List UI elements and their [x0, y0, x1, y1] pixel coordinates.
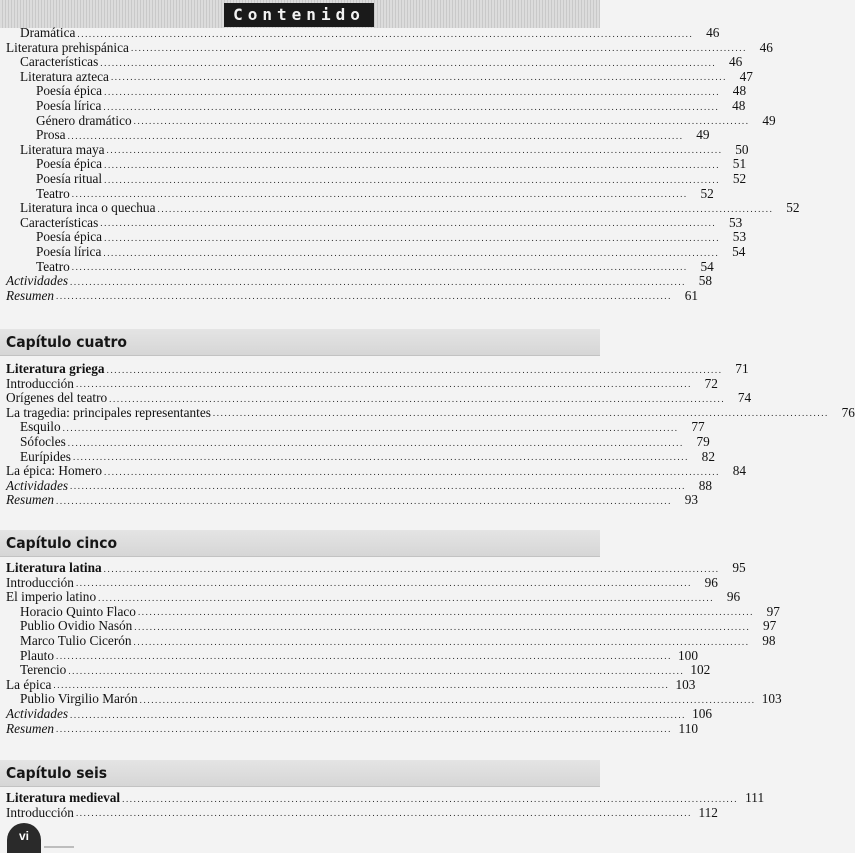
toc-entry-title: Literatura prehispánica	[6, 39, 129, 55]
toc-entry-title: Marco Tulio Cicerón	[20, 633, 132, 648]
toc-entry-title: Publio Virgilio Marón	[20, 691, 138, 707]
toc-entry[interactable]	[6, 404, 855, 421]
dot-leader: ................................................................................................................................................................	[103, 101, 720, 112]
toc-entry[interactable]	[6, 141, 749, 158]
toc-entry[interactable]	[6, 492, 698, 508]
dot-leader: ................................................................................................................................................................	[104, 86, 721, 97]
dot-leader: ................................................................................................................................................................	[106, 364, 723, 375]
toc-entry-page: 71	[735, 361, 749, 376]
dot-leader: ................................................................................................................................................................	[77, 28, 694, 39]
toc-entry[interactable]	[6, 603, 780, 620]
dot-leader: ................................................................................................................................................................	[75, 379, 692, 390]
toc-entry-page: 58	[698, 273, 713, 289]
toc-entry-title: Actividades	[6, 477, 69, 493]
toc-entry-page: 76	[841, 404, 855, 420]
toc-entry-title: Poesía épica	[36, 156, 103, 172]
toc-entry-page: 61	[684, 287, 698, 303]
toc-entry[interactable]	[6, 647, 698, 664]
dot-leader: ................................................................................................................................................................	[75, 578, 692, 589]
toc-entry[interactable]	[6, 706, 713, 722]
footer-rule	[44, 846, 74, 848]
toc-entry-title: Poesía lírica	[36, 244, 102, 259]
toc-entry-title: Resumen	[6, 492, 54, 508]
toc-entry-page: 82	[701, 448, 715, 464]
toc-entry-page: 97	[766, 603, 780, 619]
toc-entry-page: 49	[762, 112, 776, 128]
toc-entry-title: Poesía épica	[36, 83, 103, 99]
toc-entry-page: 88	[698, 477, 713, 493]
toc-entry-title: Resumen	[6, 720, 54, 736]
toc-entry-page: 72	[704, 375, 718, 391]
toc-entry-page: 48	[732, 98, 746, 113]
toc-entry-title: Literatura azteca	[20, 68, 109, 84]
dot-leader: ................................................................................................................................................................	[53, 680, 670, 691]
dot-leader: ................................................................................................................................................................	[122, 793, 739, 804]
dot-leader: ................................................................................................................................................................	[212, 408, 829, 419]
toc-entry-page: 96	[726, 589, 741, 605]
toc-entry-title: Actividades	[6, 706, 69, 721]
dot-leader: ................................................................................................................................................................	[130, 43, 747, 54]
dot-leader: ................................................................................................................................................................	[68, 665, 685, 676]
toc-entry-page: 98	[762, 633, 776, 648]
toc-entry-page: 95	[732, 560, 746, 575]
toc-entry-page: 79	[696, 434, 710, 449]
toc-entry-title: Resumen	[6, 287, 54, 303]
dot-leader: ................................................................................................................................................................	[67, 130, 684, 141]
toc-entry-page: 110	[678, 720, 698, 736]
dot-leader: ................................................................................................................................................................	[100, 57, 717, 68]
dot-leader: ................................................................................................................................................................	[133, 116, 750, 127]
toc-entry-title: Literatura latina	[6, 560, 102, 575]
toc-entry-page: 52	[732, 171, 747, 186]
toc-entry-title: Características	[20, 214, 99, 230]
toc-entry[interactable]	[6, 112, 776, 129]
toc-entry[interactable]	[6, 68, 753, 85]
toc-entry-title: Poesía lírica	[36, 98, 102, 113]
toc-entry[interactable]	[6, 574, 718, 591]
toc-entry[interactable]	[6, 258, 714, 275]
toc-entry[interactable]	[6, 419, 705, 435]
dot-leader: ................................................................................................................................................................	[72, 452, 689, 463]
toc-entry-title: Publio Ovidio Nasón	[20, 618, 133, 634]
dot-leader: ................................................................................................................................................................	[67, 437, 684, 448]
dot-leader: ................................................................................................................................................................	[104, 232, 721, 243]
toc-entry-title: Actividades	[6, 273, 69, 289]
chapter-heading: Capítulo cuatro	[6, 333, 127, 351]
toc-entry[interactable]	[6, 618, 777, 634]
toc-entry[interactable]	[6, 156, 747, 172]
toc-entry-title: Esquilo	[20, 419, 61, 435]
toc-entry-page: 49	[696, 127, 710, 143]
toc-entry-page: 54	[732, 244, 746, 259]
toc-entry-title: Introducción	[6, 574, 74, 590]
toc-entry-page: 53	[728, 214, 743, 230]
dot-leader: ................................................................................................................................................................	[71, 262, 688, 273]
toc-entry-page: 52	[786, 200, 800, 216]
dot-leader: ................................................................................................................................................................	[70, 709, 687, 720]
toc-entry-page: 97	[763, 618, 777, 634]
toc-entry-page: 50	[735, 141, 749, 157]
toc-entry[interactable]	[6, 463, 746, 479]
toc-entry[interactable]	[6, 214, 743, 231]
toc-entry[interactable]	[6, 287, 698, 304]
dot-leader: ................................................................................................................................................................	[55, 651, 672, 662]
toc-entry-title: Dramática	[20, 25, 76, 40]
toc-entry[interactable]	[6, 54, 743, 70]
toc-entry[interactable]	[6, 390, 752, 406]
dot-leader: ................................................................................................................................................................	[56, 495, 672, 506]
chapter-heading: Capítulo seis	[6, 764, 108, 782]
toc-entry[interactable]	[6, 691, 782, 707]
toc-entry-title: La épica	[6, 676, 52, 692]
toc-entry[interactable]	[6, 375, 718, 392]
toc-entry-title: Género dramático	[36, 112, 132, 128]
toc-entry[interactable]	[6, 244, 746, 260]
dot-leader: ................................................................................................................................................................	[56, 291, 672, 302]
toc-entry-title: Poesía ritual	[36, 171, 103, 186]
toc-entry-title: Introducción	[6, 375, 74, 391]
toc-entry-title: Poesía épica	[36, 229, 103, 245]
dot-leader: ................................................................................................................................................................	[104, 466, 720, 477]
toc-entry[interactable]	[6, 589, 741, 605]
toc-entry-title: Introducción	[6, 804, 74, 820]
toc-entry[interactable]	[6, 25, 720, 41]
dot-leader: ................................................................................................................................................................	[75, 808, 692, 819]
toc-entry-page: 106	[692, 706, 713, 721]
toc-entry-title: Terencio	[20, 662, 67, 678]
toc-entry-title: Sófocles	[20, 434, 66, 449]
dot-leader: ................................................................................................................................................................	[104, 159, 721, 170]
toc-entry-page: 96	[704, 574, 718, 590]
toc-entry-title: Literatura maya	[20, 141, 105, 157]
toc-entry-page: 100	[678, 647, 698, 663]
toc-entry-page: 53	[732, 229, 747, 245]
chapter-heading: Capítulo cinco	[6, 534, 118, 552]
toc-entry-title: Orígenes del teatro	[6, 390, 108, 406]
toc-entry-page: 48	[732, 83, 747, 99]
toc-entry[interactable]	[6, 804, 718, 821]
toc-entry-page: 46	[728, 54, 743, 70]
toc-entry-page: 51	[732, 156, 747, 172]
dot-leader: ................................................................................................................................................................	[103, 247, 720, 258]
toc-entry-title: Teatro	[36, 258, 70, 274]
dot-leader: ................................................................................................................................................................	[109, 393, 726, 404]
toc-entry-page: 74	[737, 390, 752, 406]
toc-entry-page: 77	[691, 419, 705, 435]
toc-entry[interactable]	[6, 127, 710, 143]
toc-entry[interactable]	[6, 790, 765, 806]
toc-entry-page: 102	[690, 662, 711, 678]
dot-leader: ................................................................................................................................................................	[104, 174, 721, 185]
dot-leader: ................................................................................................................................................................	[56, 724, 672, 735]
dot-leader: ................................................................................................................................................................	[133, 636, 750, 647]
toc-entry[interactable]	[6, 83, 747, 99]
toc-entry-page: 46	[706, 25, 720, 40]
toc-entry-title: El imperio latino	[6, 589, 97, 605]
dot-leader: ................................................................................................................................................................	[62, 422, 679, 433]
toc-entry-page: 93	[684, 492, 698, 508]
toc-entry-page: 52	[700, 185, 714, 201]
toc-entry-title: Literatura griega	[6, 361, 105, 376]
toc-entry[interactable]	[6, 171, 747, 187]
dot-leader: ................................................................................................................................................................	[98, 592, 715, 603]
dot-leader: ................................................................................................................................................................	[157, 203, 774, 214]
page-header	[0, 0, 600, 28]
toc-entry[interactable]	[6, 229, 747, 245]
toc-entry[interactable]	[6, 98, 746, 114]
toc-entry-page: 84	[732, 463, 746, 479]
toc-entry[interactable]	[6, 560, 746, 576]
toc-entry-page: 111	[745, 790, 765, 805]
toc-entry[interactable]	[6, 185, 714, 202]
toc-entry[interactable]	[6, 39, 773, 56]
dot-leader: ................................................................................................................................................................	[134, 621, 751, 632]
dot-leader: ................................................................................................................................................................	[110, 72, 727, 83]
page-number-badge: vi	[7, 823, 41, 853]
toc-entry[interactable]	[6, 361, 749, 377]
toc-entry-page: 112	[698, 804, 718, 820]
toc-entry-title: La épica: Homero	[6, 463, 102, 479]
toc-entry-page: 103	[761, 691, 782, 707]
toc-entry[interactable]	[6, 273, 713, 289]
dot-leader: ................................................................................................................................................................	[103, 563, 720, 574]
dot-leader: ................................................................................................................................................................	[139, 694, 756, 705]
toc-entry-title: Teatro	[36, 185, 70, 201]
toc-entry-title: Horacio Quinto Flaco	[20, 603, 136, 619]
toc-entry[interactable]	[6, 720, 698, 737]
toc-entry-page: 46	[759, 39, 773, 55]
toc-entry[interactable]	[6, 200, 800, 216]
dot-leader: ................................................................................................................................................................	[71, 189, 688, 200]
toc-entry[interactable]	[6, 434, 710, 450]
dot-leader: ................................................................................................................................................................	[106, 145, 723, 156]
toc-entry-title: Eurípides	[20, 448, 71, 464]
dot-leader: ................................................................................................................................................................	[70, 481, 687, 492]
toc-entry-title: Literatura inca o quechua	[20, 200, 156, 216]
toc-entry-title: La tragedia: principales representantes	[6, 404, 211, 420]
toc-entry-page: 54	[700, 258, 714, 274]
page-title: Contenido	[224, 3, 374, 27]
toc-entry[interactable]	[6, 662, 711, 678]
dot-leader: ................................................................................................................................................................	[137, 607, 754, 618]
toc-entry-title: Prosa	[36, 127, 66, 143]
dot-leader: ................................................................................................................................................................	[70, 276, 687, 287]
toc-entry[interactable]	[6, 676, 696, 693]
dot-leader: ................................................................................................................................................................	[100, 218, 717, 229]
toc-entry-title: Plauto	[20, 647, 54, 663]
toc-entry[interactable]	[6, 477, 713, 494]
toc-entry-title: Literatura medieval	[6, 790, 121, 805]
toc-entry[interactable]	[6, 633, 776, 649]
toc-entry[interactable]	[6, 448, 715, 465]
toc-entry-page: 103	[675, 676, 696, 692]
toc-entry-page: 47	[739, 68, 753, 84]
toc-entry-title: Características	[20, 54, 99, 70]
